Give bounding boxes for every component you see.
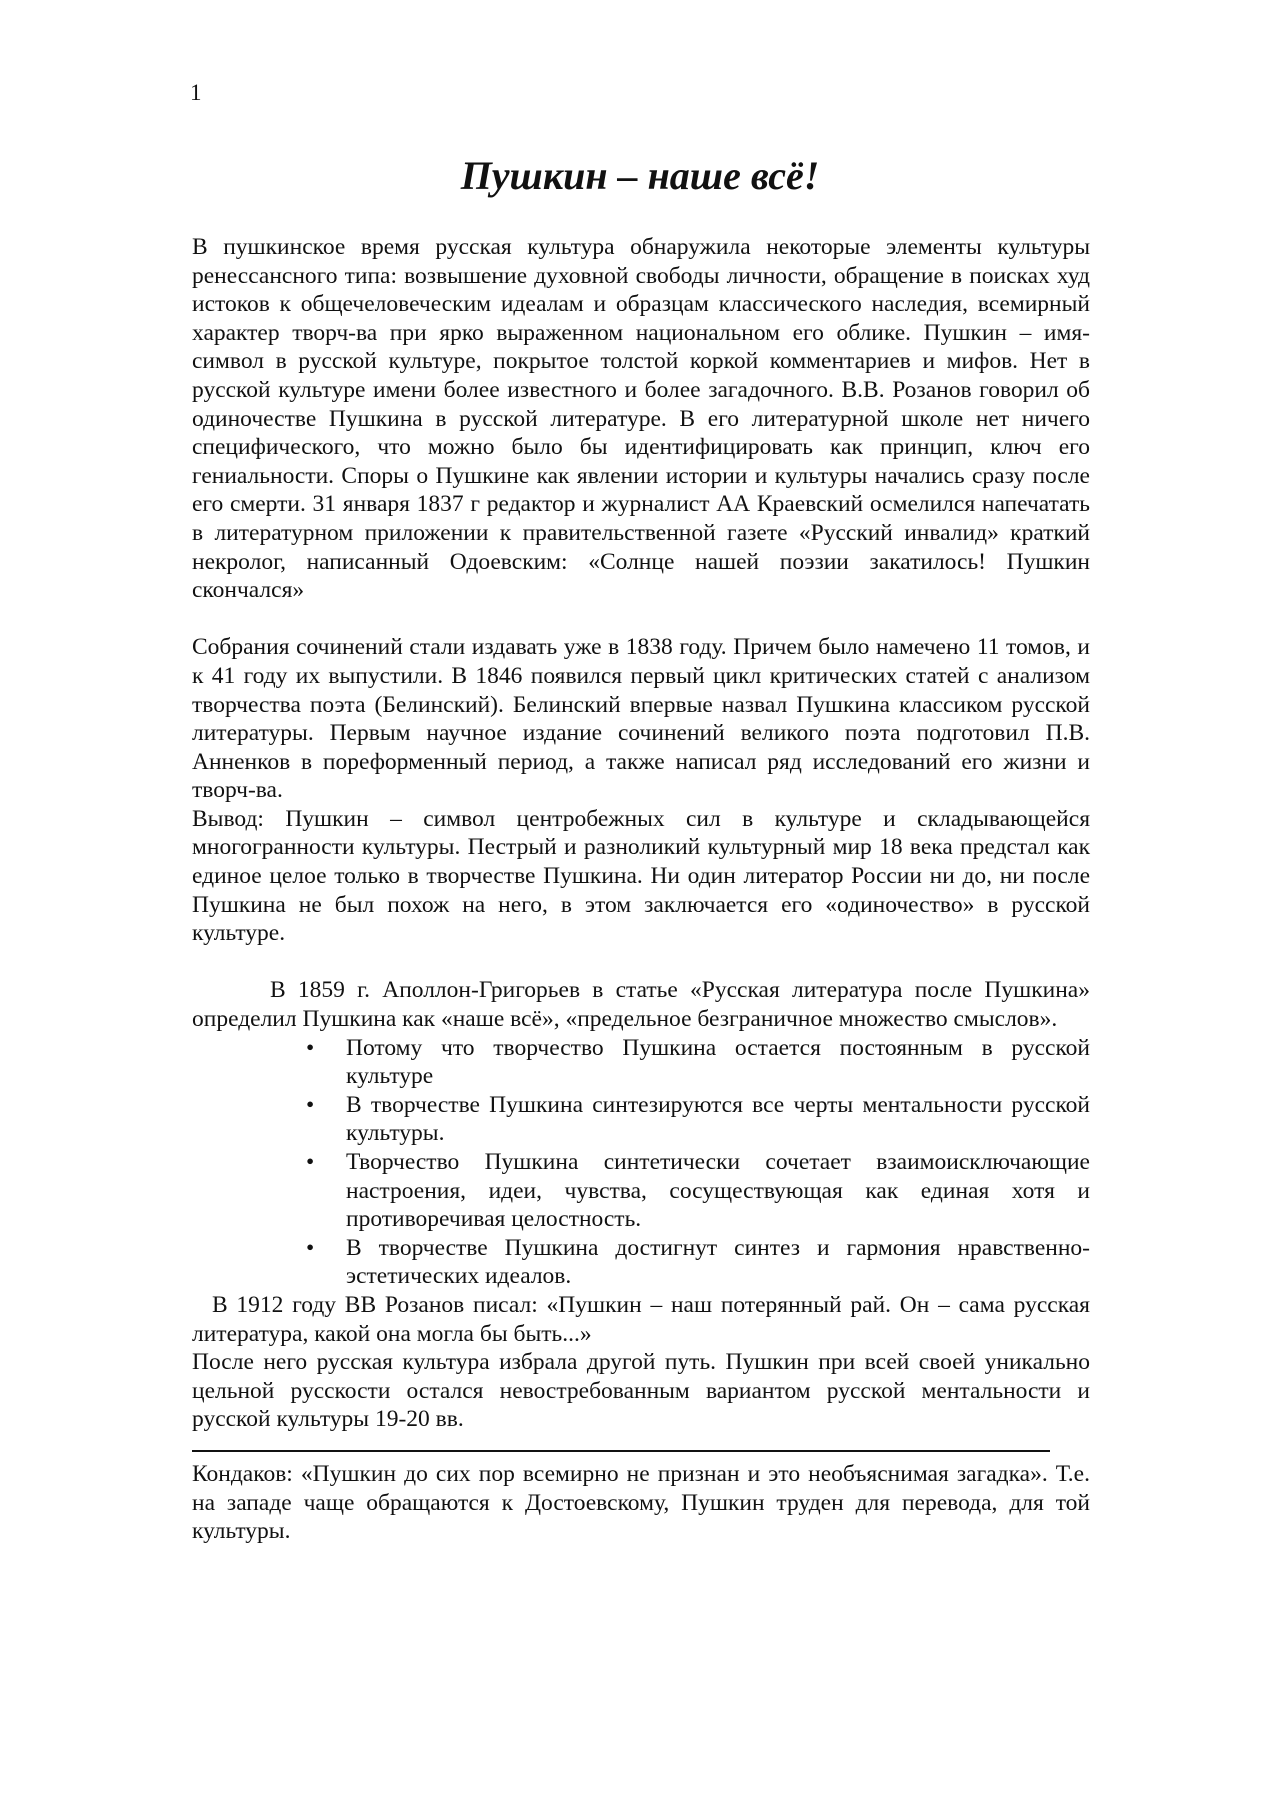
list-item-text: Потому что творчество Пушкина остается постоянным в русской культуре xyxy=(346,1034,1090,1090)
list-item xyxy=(306,1091,1090,1148)
paragraph-spacer xyxy=(192,948,1090,977)
document-body xyxy=(192,233,1090,1546)
bullet-list xyxy=(192,1034,1090,1291)
list-item xyxy=(306,1234,1090,1291)
bullet-icon: • xyxy=(306,1091,315,1118)
paragraph-conclusion: Вывод: Пушкин – символ центробежных сил в культуре и складывающейся многогранности культуры. Пестрый и разноликий культурный мир 18 века предстал как единое целое только в творчестве Пушкина. Ни один литератор России ни до, ни после Пушкина не был похож на него, в этом заключается его «одиночество» в русской культуре. xyxy=(192,805,1090,947)
list-item xyxy=(306,1034,1090,1091)
page-title: Пушкин – наше всё! xyxy=(460,153,820,198)
list-item-text: Творчество Пушкина синтетически сочетает взаимоисключающие настроения, идеи, чувства, сосуществующая как единая хотя и противоречивая целостность. xyxy=(346,1149,1090,1233)
list-item xyxy=(306,1148,1090,1234)
footnote-kondakov: Кондаков: «Пушкин до сих пор всемирно не признан и это необъяснимая загадка». Т.е. на западе чаще обращаются к Достоевскому, Пушкин труден для перевода, для той культуры. xyxy=(192,1460,1090,1545)
page-number: 1 xyxy=(190,80,202,105)
paragraph-after-pushkin: После него русская культура избрала другой путь. Пушкин при всей своей уникально цельной русскости остался невостребованным вариантом русской ментальности и русской культуры 19-20 вв. xyxy=(192,1349,1090,1433)
bullet-icon: • xyxy=(306,1034,315,1061)
footnote-separator xyxy=(192,1450,1050,1452)
bullet-icon: • xyxy=(306,1149,315,1175)
paragraph-spacer xyxy=(192,605,1090,634)
paragraph-rozanov: В 1912 году ВВ Розанов писал: «Пушкин – наш потерянный рай. Он – сама русская литература, какой она могла бы быть...» xyxy=(192,1291,1090,1347)
list-item-text: В творчестве Пушкина синтезируются все черты ментальности русской культуры. xyxy=(346,1091,1090,1147)
bullet-icon: • xyxy=(306,1234,315,1261)
paragraph-renaissance: В пушкинское время русская культура обнаружила некоторые элементы культуры ренессансного типа: возвышение духовной свободы личности, обращение в поисках худ истоков к общечеловеческим идеалам и образцам классического наследия, всемирный характер творч-ва при ярко выраженном национальном его облике. Пушкин – имя-символ в русской культуре, покрытое толстой коркой комментариев и мифов. Нет в русской культуре имени более известного и более загадочного. В.В. Розанов говорил об одиночестве Пушкина в русской литературе. В его литературной школе нет ничего специфического, что можно было бы идентифицировать как принцип, ключ его гениальности. Споры о Пушкине как явлении истории и культуры начались сразу после его смерти. 31 января 1837 г редактор и журналист АА Краевский осмелился напечатать в литературном приложении к правительственной газете «Русский инвалид» краткий некролог, написанный Одоевским: «Солнце нашей поэзии закатилось! Пушкин скончался» xyxy=(192,234,1090,604)
list-item-text: В творчестве Пушкина достигнут синтез и гармония нравственно-эстетических идеалов. xyxy=(346,1234,1090,1290)
paragraph-grigoriev: В 1859 г. Аполлон-Григорьев в статье «Русская литература после Пушкина» определил Пушкина как «наше всё», «предельное безграничное множество смыслов». xyxy=(192,977,1090,1033)
paragraph-collected-works: Собрания сочинений стали издавать уже в 1838 году. Причем было намечено 11 томов, и к 41 году их выпустили. В 1846 появился первый цикл критических статей с анализом творчества поэта (Белинский). Белинский впервые назвал Пушкина классиком русской литературы. Первым научное издание сочинений великого поэта подготовил П.В. Анненков в пореформенный период, а также написал ряд исследований его жизни и творч-ва. xyxy=(192,634,1090,804)
